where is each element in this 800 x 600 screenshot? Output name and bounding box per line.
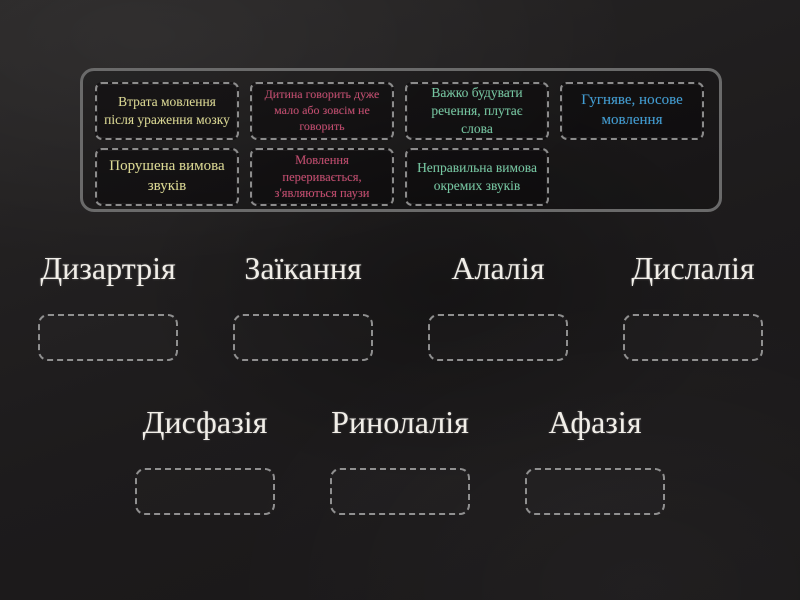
term-label: Афазія: [548, 404, 642, 440]
answer-card-text: Дитина говорить дуже мало або зовсім не говорить: [264, 87, 380, 133]
answer-card-text: Мовлення переривається, з'являються паузи: [274, 153, 370, 201]
answer-card[interactable]: [250, 148, 394, 206]
drop-zone[interactable]: [38, 314, 178, 361]
term-label: Заїкання: [244, 250, 362, 286]
answer-card-text: Порушена вимова звуків: [109, 158, 225, 194]
term-group: [595, 246, 791, 361]
drop-zone[interactable]: [135, 468, 275, 515]
drop-zone[interactable]: [525, 468, 665, 515]
answer-card-text: Неправильна вимова окремих звуків: [417, 160, 537, 193]
drop-zone[interactable]: [330, 468, 470, 515]
drop-zone[interactable]: [428, 314, 568, 361]
term-label: Алалія: [451, 250, 545, 286]
answer-tray: [80, 68, 722, 212]
term-label: Ринолалія: [331, 404, 469, 440]
term-label: Дисфазія: [142, 404, 268, 440]
term-label: Дизартрія: [40, 250, 176, 286]
answer-card-text: Важко будувати речення, плутає слова: [431, 85, 523, 136]
term-group: [400, 246, 596, 361]
answer-card[interactable]: [405, 82, 549, 140]
drop-zone[interactable]: [233, 314, 373, 361]
term-group: [205, 246, 401, 361]
answer-card[interactable]: [95, 148, 239, 206]
answer-card-text: Гугняве, носове мовлення: [581, 92, 683, 128]
term-group: [497, 400, 693, 515]
answer-card[interactable]: [405, 148, 549, 206]
term-group: [302, 400, 498, 515]
answer-card[interactable]: [95, 82, 239, 140]
drop-zone[interactable]: [623, 314, 763, 361]
answer-card-text: Втрата мовлення після ураження мозку: [104, 94, 230, 127]
term-group: [10, 246, 206, 361]
term-group: [107, 400, 303, 515]
answer-card[interactable]: [250, 82, 394, 140]
answer-card[interactable]: [560, 82, 704, 140]
term-label: Дислалія: [631, 250, 755, 286]
